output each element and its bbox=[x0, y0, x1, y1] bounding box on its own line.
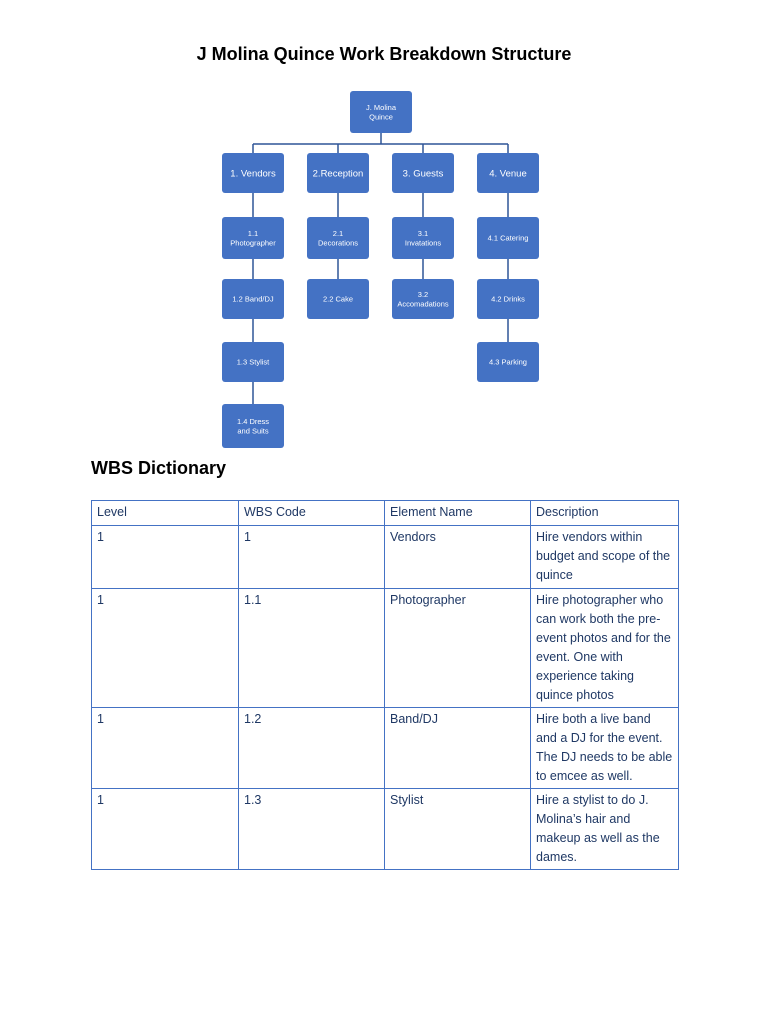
node-label: 1.3 Stylist bbox=[236, 357, 270, 367]
node-label: 1. Vendors bbox=[230, 168, 276, 180]
cell-element-name: Vendors bbox=[385, 526, 531, 589]
table-row bbox=[92, 526, 679, 589]
node-label: 2.Reception bbox=[312, 168, 364, 180]
wbs-child-node bbox=[477, 342, 539, 382]
wbs-level1-node bbox=[222, 153, 284, 193]
wbs-level1-node bbox=[307, 153, 369, 193]
wbs-child-node bbox=[392, 279, 454, 319]
node-label: 4.1 Catering bbox=[487, 233, 529, 243]
node-label: J. Molina bbox=[365, 102, 397, 112]
header-wbs-code: WBS Code bbox=[239, 501, 385, 526]
cell-element-name: Band/DJ bbox=[385, 708, 531, 789]
node-label: 4.3 Parking bbox=[489, 357, 527, 367]
node-label: 1.4 Dress bbox=[236, 416, 270, 426]
wbs-child-node bbox=[307, 279, 369, 319]
node-label: 1.2 Band/DJ bbox=[232, 294, 274, 304]
cell-element-name: Photographer bbox=[385, 589, 531, 708]
page-title: J Molina Quince Work Breakdown Structure bbox=[196, 44, 572, 64]
node-label: 2.1 bbox=[332, 228, 344, 238]
cell-wbs-code: 1 bbox=[239, 526, 385, 589]
node-label: Accomadations bbox=[397, 299, 449, 309]
table-header-row bbox=[92, 501, 679, 526]
node-label: Invatations bbox=[404, 238, 442, 248]
cell-level: 1 bbox=[92, 589, 239, 708]
table-row bbox=[92, 789, 679, 870]
wbs-child-node bbox=[392, 217, 454, 259]
wbs-child-node bbox=[307, 217, 369, 259]
cell-level: 1 bbox=[92, 526, 239, 589]
node-label: 3.1 bbox=[417, 228, 429, 238]
node-label: 2.2 Cake bbox=[322, 294, 354, 304]
cell-wbs-code: 1.2 bbox=[239, 708, 385, 789]
wbs-child-node bbox=[222, 217, 284, 259]
node-label: 1.1 bbox=[247, 228, 259, 238]
wbs-child-node bbox=[222, 279, 284, 319]
node-label: 3. Guests bbox=[402, 168, 444, 180]
wbs-dictionary-table bbox=[91, 500, 679, 870]
cell-level: 1 bbox=[92, 789, 239, 870]
cell-description: Hire vendors within budget and scope of the quince bbox=[531, 526, 679, 589]
header-level: Level bbox=[92, 501, 239, 526]
node-label: 3.2 bbox=[417, 289, 429, 299]
cell-description: Hire a stylist to do J. Molina’s hair and makeup as well as the dames. bbox=[531, 789, 679, 870]
wbs-child-node bbox=[477, 279, 539, 319]
cell-wbs-code: 1.1 bbox=[239, 589, 385, 708]
node-label: Decorations bbox=[317, 238, 359, 248]
wbs-dictionary-heading: WBS Dictionary bbox=[91, 458, 227, 478]
node-label: 4. Venue bbox=[489, 168, 527, 180]
wbs-child-node bbox=[222, 342, 284, 382]
node-label: Quince bbox=[369, 112, 393, 122]
cell-level: 1 bbox=[92, 708, 239, 789]
wbs-root-node bbox=[350, 91, 412, 133]
table-row bbox=[92, 708, 679, 789]
wbs-level1-node bbox=[477, 153, 539, 193]
cell-wbs-code: 1.3 bbox=[239, 789, 385, 870]
wbs-child-node bbox=[477, 217, 539, 259]
node-label: Photographer bbox=[230, 238, 276, 248]
wbs-diagram bbox=[0, 0, 768, 460]
header-element-name: Element Name bbox=[385, 501, 531, 526]
cell-element-name: Stylist bbox=[385, 789, 531, 870]
cell-description: Hire both a live band and a DJ for the event. The DJ needs to be able to emcee as well. bbox=[531, 708, 679, 789]
cell-description: Hire photographer who can work both the pre-event photos and for the event. One with experience taking quince photos bbox=[531, 589, 679, 708]
node-label: 4.2 Drinks bbox=[491, 294, 525, 304]
header-description: Description bbox=[531, 501, 679, 526]
wbs-child-node bbox=[222, 404, 284, 448]
table-row bbox=[92, 589, 679, 708]
node-label: and Suits bbox=[237, 426, 269, 436]
wbs-level1-node bbox=[392, 153, 454, 193]
